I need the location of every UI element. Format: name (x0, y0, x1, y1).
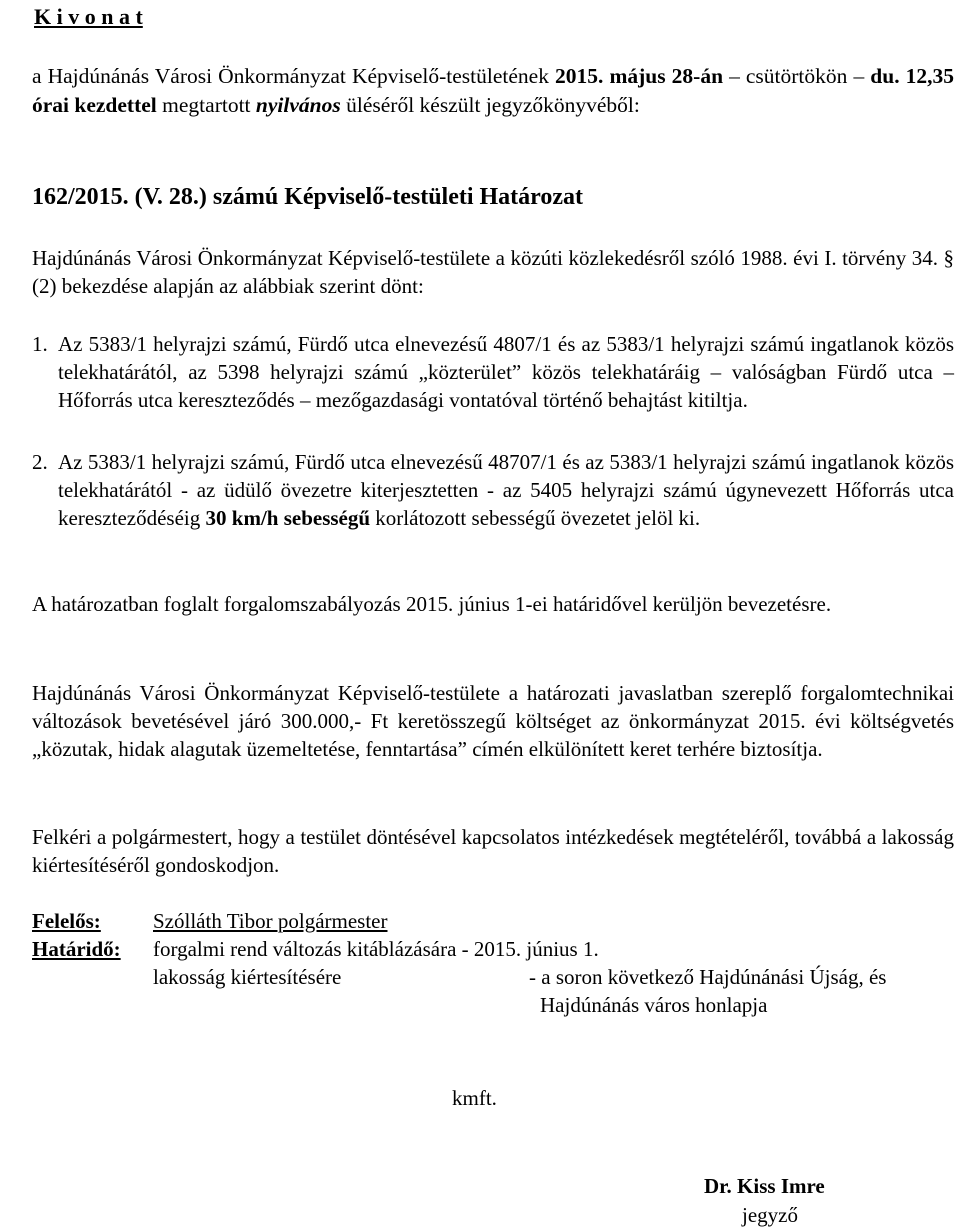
notify-left: lakosság kiértesítésére (153, 965, 342, 989)
resolution-item-1 (32, 330, 954, 414)
responsibility-block (32, 907, 956, 1019)
effective-date-paragraph: A határozatban foglalt forgalomszabályozás 2015. június 1-ei határidővel kerüljön bevezetésre. (32, 592, 832, 616)
document-title (34, 3, 143, 31)
deadline-label: Határidő: (32, 937, 121, 961)
kmft-mark: kmft. (452, 1086, 497, 1110)
deadline-value: forgalmi rend változás kitáblázására - 2015. június 1. (153, 937, 599, 961)
resolution-preamble: Hajdúnánás Városi Önkormányzat Képviselő-testülete a közúti közlekedésről szóló 1988. évi I. törvény 34. § (2) bekezdése alapján az alábbiak szerint dönt: (32, 246, 954, 298)
signer-name: Dr. Kiss Imre (704, 1174, 825, 1198)
intro-public: nyilvános (255, 93, 341, 117)
responsible-label: Felelős: (32, 909, 101, 933)
speed-limit: 30 km/h sebességű (205, 506, 371, 530)
responsible-value: Szólláth Tibor polgármester (153, 909, 388, 933)
item-text: Az 5383/1 helyrajzi számú, Fürdő utca elnevezésű 4807/1 és az 5383/1 helyrajzi számú ingatlanok közös telekhatárától, az 5398 helyrajzi számú „közterület” közös telekhatáráig – valóságban Fürdő utca – Hőforrás utca kereszteződés – mezőgazdasági vontatóval történő behajtást kitiltja. (58, 332, 954, 412)
responsible-row (32, 907, 956, 935)
item-text-b: korlátozott sebességű övezetet jelöl ki. (370, 506, 701, 530)
notify-right-2: Hajdúnánás város honlapja (540, 993, 768, 1017)
resolution-item-2 (32, 448, 954, 532)
intro-part4: üléséről készült jegyzőkönyvéből: (340, 93, 640, 117)
resolution-title: 162/2015. (V. 28.) számú Képviselő-testületi Határozat (32, 184, 584, 210)
deadline-row (32, 935, 956, 963)
document-title-text: K i v o n a t (34, 4, 143, 29)
intro-date: 2015. május 28-án (555, 64, 724, 88)
item-text-a: Az 5383/1 helyrajzi számú, Fürdő utca elnevezésű 48707/1 és az 5383/1 helyrajzi számú ingatlanok közös telekhatárától - az üdülő övezetre kiterjesztetten - az 5405 helyrajzi számú úgynevezett Hőforrás utca kereszteződéséig (58, 450, 954, 530)
notify-row (32, 963, 956, 991)
mayor-request-paragraph: Felkéri a polgármestert, hogy a testület döntésével kapcsolatos intézkedések megtételéről, továbbá a lakosság kiértesítéséről gondoskodjon. (32, 825, 954, 877)
item-number: 1. (32, 332, 48, 356)
signer-role: jegyző (742, 1203, 798, 1227)
notify-row-2 (32, 991, 956, 1019)
notify-right: - a soron következő Hajdúnánási Újság, és (529, 965, 887, 989)
item-number: 2. (32, 450, 48, 474)
intro-time: du. 12,35 órai kezdettel (32, 64, 955, 117)
intro-part3: megtartott (156, 93, 256, 117)
intro-paragraph (32, 62, 954, 120)
budget-paragraph: Hajdúnánás Városi Önkormányzat Képviselő-testülete a határozati javaslatban szereplő forgalomtechnikai változások bevetésével járó 300.000,- Ft keretösszegű költséget az önkormányzat 2015. évi költségvetés „közutak, hidak alagutak üzemeltetése, fenntartása” címén elkülönített keret terhére biztosítja. (32, 681, 954, 761)
intro-part1: a Hajdúnánás Városi Önkormányzat Képviselő-testületének (32, 64, 556, 88)
intro-part2: – csütörtökön – (723, 64, 871, 88)
